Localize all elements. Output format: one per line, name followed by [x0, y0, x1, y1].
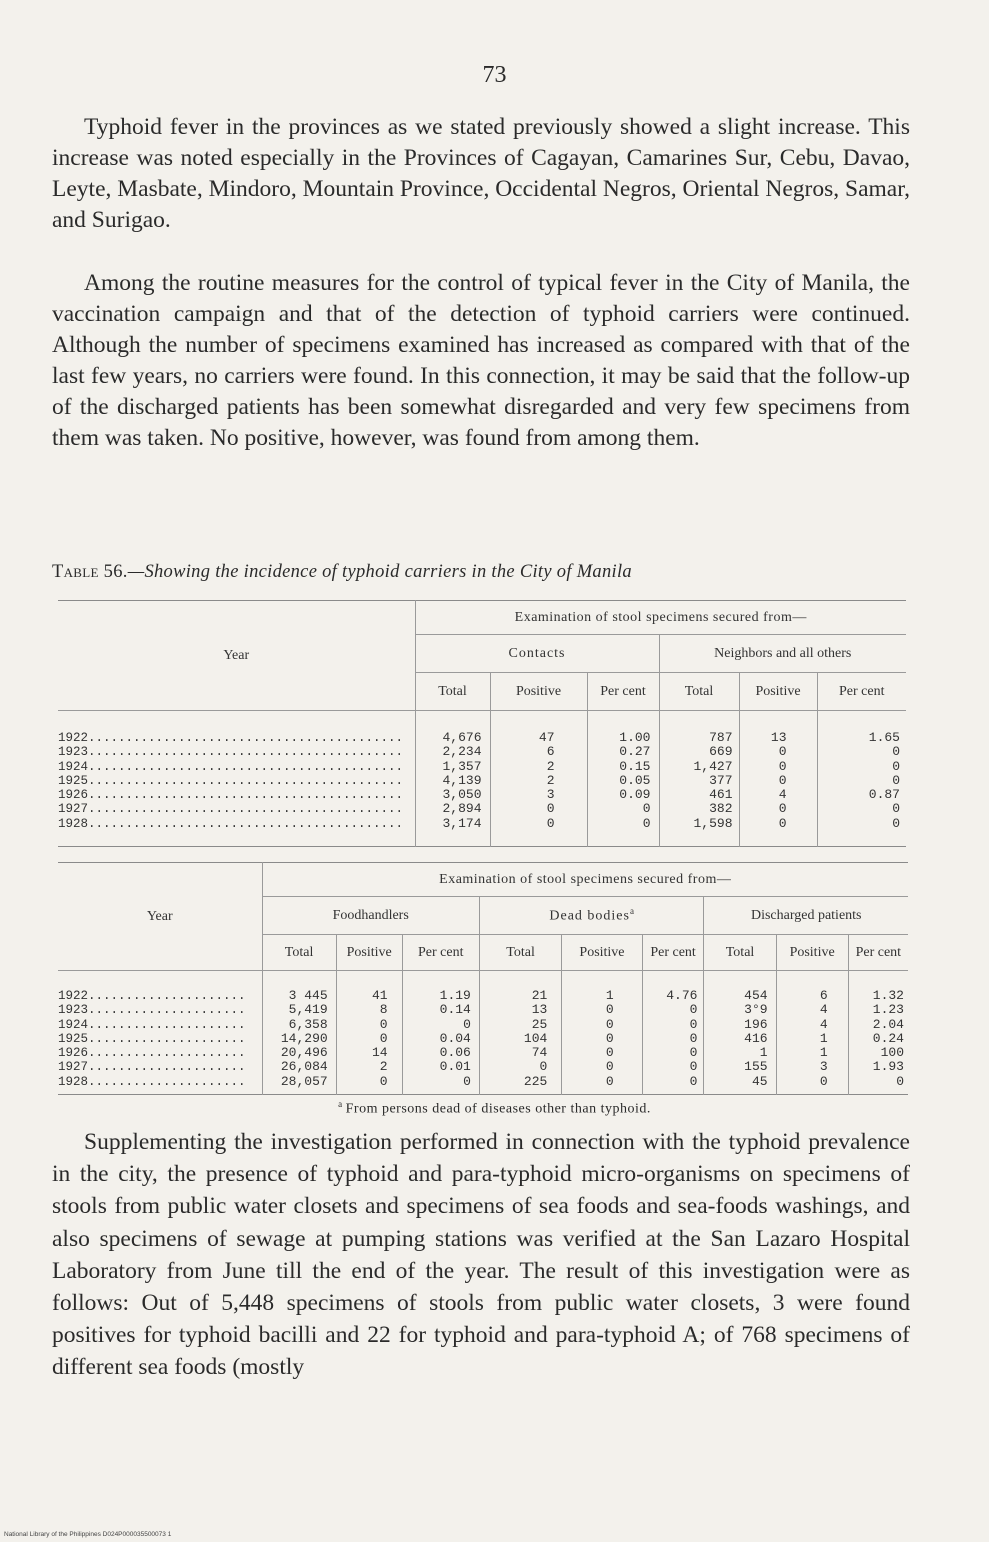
percent-column: [587, 711, 659, 847]
table-cell: 0.06: [439, 1045, 471, 1061]
table-cell: 0: [689, 1045, 698, 1061]
table-caption: [52, 562, 910, 583]
archive-side-note: National Library of the Philippines D024P000035500073 1: [4, 1531, 172, 1538]
table-cell: 0: [379, 1030, 388, 1046]
table-cell: 3 445: [288, 988, 328, 1003]
subgroup-neighbors: Neighbors and all others: [659, 635, 906, 673]
table-cell: 2,234: [442, 744, 482, 760]
table-cell: 416: [744, 1030, 768, 1046]
table-cell: 2: [546, 758, 555, 774]
col-header: Total: [262, 935, 336, 971]
table-cell: 196: [744, 1016, 768, 1032]
total-column: [479, 971, 561, 1095]
col-header: Total: [415, 673, 490, 711]
table-cell: 104: [523, 1030, 548, 1046]
table-cell: 4: [819, 1002, 828, 1018]
table-cell: 1,357: [442, 758, 482, 774]
percent-column: [402, 971, 479, 1095]
col-header: Total: [479, 935, 561, 971]
positive-column: [562, 971, 642, 1095]
footnote-mark: a: [629, 906, 634, 917]
table-cell: 155: [744, 1059, 768, 1075]
subgroup-dead-bodies: [479, 897, 704, 935]
group-header: Examination of stool specimens secured from—: [415, 601, 906, 635]
year-cell: 1923.....................: [58, 1003, 246, 1018]
table-cell: 0.24: [872, 1030, 904, 1046]
table-cell: 0: [892, 801, 900, 817]
year-cell: 1928..........................................: [58, 816, 404, 831]
table-cell: 1,427: [693, 758, 733, 774]
table-cell: 0: [689, 1030, 698, 1046]
table-cell: 0: [892, 815, 900, 831]
table-cell: 1.23: [872, 1002, 904, 1018]
table-cell: 3,174: [442, 815, 482, 831]
col-header: Positive: [739, 673, 817, 711]
table-cell: 25: [531, 1016, 548, 1032]
table-cell: 0: [546, 801, 555, 817]
table-cell: 1.32: [872, 988, 904, 1003]
col-header: Total: [659, 673, 739, 711]
col-header: Per cent: [817, 673, 906, 711]
table-cell: 2: [546, 772, 555, 788]
col-header: Per cent: [402, 935, 479, 971]
table-cell: 0: [778, 772, 787, 788]
year-cell: 1923..........................................: [58, 745, 404, 760]
table-cell: 1.19: [439, 988, 471, 1003]
table-cell: 0: [896, 1073, 904, 1089]
page-number: 73: [482, 62, 507, 88]
table-cell: 2,894: [442, 801, 482, 817]
table-cell: 0: [379, 1016, 388, 1032]
positive-column: [336, 971, 402, 1095]
year-column: [58, 711, 415, 847]
footnote-mark: a: [338, 1099, 343, 1109]
table-cell: 1,598: [693, 815, 733, 831]
table-cell: 6,358: [288, 1016, 328, 1032]
table-cell: 6: [819, 988, 828, 1003]
table-cell: 377: [709, 772, 733, 788]
footnote: [0, 1099, 989, 1118]
paragraph-2-text: Among the routine measures for the control of typical fever in the City of Manila, the vaccination campaign and that of the detection of typhoid carriers were continued. Although the number of specimens examined has increased as compared with that of the last few years, no carriers were found. In this connection, it may be said that the follow-up of the discharged patients has been somewhat disregarded and very few specimens from them was taken. No positive, however, was found from among them.: [52, 270, 910, 451]
subgroup-discharged: Discharged patients: [704, 897, 908, 935]
table-cell: 2.04: [872, 1016, 904, 1032]
table-cell: 0.04: [439, 1030, 471, 1046]
table-cell: 382: [709, 801, 733, 817]
table-cell: 1.65: [868, 730, 900, 745]
col-header: Per cent: [587, 673, 659, 711]
col-header: Positive: [336, 935, 402, 971]
year-cell: 1924..........................................: [58, 759, 404, 774]
table-cell: 41: [372, 988, 388, 1003]
table-cell: 45: [751, 1073, 768, 1089]
table-cell: 21: [531, 988, 548, 1003]
table-cell: 74: [531, 1045, 548, 1061]
table-cell: 0: [892, 744, 900, 760]
table-cell: 26,084: [280, 1059, 328, 1075]
table-cell: 0: [689, 1073, 698, 1089]
table-cell: 4,676: [442, 730, 482, 745]
carriers-table-contacts: [58, 600, 906, 847]
table-cell: 0: [642, 815, 651, 831]
table-cell: 0: [778, 815, 787, 831]
table-cell: 0.15: [619, 758, 651, 774]
subgroup-dead-bodies-label: Dead bodies: [549, 908, 630, 924]
table-cell: 0: [778, 758, 787, 774]
carriers-table-others: [58, 862, 908, 1095]
year-cell: 1922..........................................: [58, 731, 404, 745]
table-cell: 1: [605, 988, 614, 1003]
table-cell: 1.00: [619, 730, 651, 745]
table-cell: 0: [539, 1059, 548, 1075]
table-cell: 13: [531, 1002, 548, 1018]
year-header: Year: [58, 863, 262, 971]
subgroup-foodhandlers: Foodhandlers: [262, 897, 479, 935]
table-cell: 0: [463, 1016, 471, 1032]
table-cell: 28,057: [280, 1073, 328, 1089]
table-cell: 4: [778, 787, 787, 803]
table-cell: 1: [819, 1030, 828, 1046]
table-cell: 8: [379, 1002, 388, 1018]
percent-column: [642, 971, 704, 1095]
subgroup-contacts: Contacts: [415, 635, 659, 673]
table-cell: 0.05: [619, 772, 651, 788]
table-body: [58, 971, 908, 1095]
col-header: Positive: [776, 935, 848, 971]
table-cell: 5,419: [288, 1002, 328, 1018]
positive-column: [776, 971, 848, 1095]
total-column: [704, 971, 776, 1095]
col-header: Positive: [562, 935, 642, 971]
table-cell: 0: [778, 744, 787, 760]
table-cell: 0.87: [868, 787, 900, 803]
col-header: Per cent: [848, 935, 908, 971]
table-cell: 13: [770, 730, 787, 745]
table-cell: 3: [819, 1059, 828, 1075]
paragraph-3-text: Supplementing the investigation performed in connection with the typhoid prevalence in the city, the presence of typhoid and para-typhoid micro-organisms on specimens of stools from public water closets and specimens of sea foods and sea-foods washings, and also specimens of sewage at pumping stations was verified at the San Lazaro Hospital Laboratory from June till the end of the year. The result of this investigation were as follows: Out of 5,448 specimens of stools from public water closets, 3 were found positives for typhoid bacilli and 22 for typhoid and para-typhoid A; of 768 specimens of different sea foods (mostly: [52, 1129, 910, 1381]
table-cell: 0: [689, 1002, 698, 1018]
table-cell: 0: [892, 772, 900, 788]
table-cell: 0: [605, 1002, 614, 1018]
table-cell: 6: [546, 744, 555, 760]
table-cell: 669: [709, 744, 733, 760]
table-cell: 0: [892, 758, 900, 774]
positive-column: [490, 711, 587, 847]
year-cell: 1927..........................................: [58, 802, 404, 817]
year-header: Year: [58, 601, 415, 711]
table-cell: 0: [642, 801, 651, 817]
paragraph-1-text: Typhoid fever in the provinces as we stated previously showed a slight increase. This increase was noted especially in the Provinces of Cagayan, Camarines Sur, Cebu, Davao, Leyte, Masbate, Mindoro, Mountain Province, Occidental Negros, Oriental Negros, Samar, and Surigao.: [52, 114, 910, 233]
table-cell: 1: [759, 1045, 768, 1061]
table-cell: 0: [819, 1073, 828, 1089]
table-caption-title: —Showing the incidence of typhoid carriers in the City of Manila: [127, 562, 632, 582]
table-cell: 0.27: [619, 744, 651, 760]
footnote-text: From persons dead of diseases other than typhoid.: [345, 1101, 651, 1117]
positive-column: [739, 711, 817, 847]
paragraph-1: [52, 112, 910, 236]
year-cell: 1925.....................: [58, 1031, 246, 1046]
col-header: Total: [704, 935, 776, 971]
paragraph-3: [52, 1126, 910, 1384]
year-cell: 1925..........................................: [58, 773, 404, 788]
table-cell: 0.09: [619, 787, 651, 803]
table-cell: 14,290: [280, 1030, 328, 1046]
percent-column: [817, 711, 906, 847]
table-cell: 0: [379, 1073, 388, 1089]
year-cell: 1926.....................: [58, 1046, 246, 1061]
table-cell: 47: [538, 730, 555, 745]
table-cell: 0: [778, 801, 787, 817]
table-cell: 20,496: [280, 1045, 328, 1061]
table-cell: 4: [819, 1016, 828, 1032]
total-column: [262, 971, 336, 1095]
total-column: [659, 711, 739, 847]
paragraph-2: [52, 268, 910, 454]
year-cell: 1926..........................................: [58, 788, 404, 803]
year-column: [58, 971, 262, 1095]
group-header: Examination of stool specimens secured from—: [262, 863, 908, 897]
table-cell: 3: [546, 787, 555, 803]
table-cell: 787: [709, 730, 733, 745]
col-header: Positive: [490, 673, 587, 711]
table-cell: 0: [605, 1059, 614, 1075]
col-header: Per cent: [642, 935, 704, 971]
total-column: [415, 711, 490, 847]
table-cell: 3,050: [442, 787, 482, 803]
year-cell: 1924.....................: [58, 1017, 246, 1032]
table-cell: 1: [819, 1045, 828, 1061]
table-cell: 4,139: [442, 772, 482, 788]
table-cell: 0: [546, 815, 555, 831]
table-cell: 0: [605, 1030, 614, 1046]
table-cell: 0.01: [439, 1059, 471, 1075]
table-cell: 100: [880, 1045, 904, 1061]
table-cell: 0: [689, 1059, 698, 1075]
table-cell: 2: [379, 1059, 388, 1075]
table-cell: 3°9: [744, 1002, 768, 1018]
table-cell: 0.14: [439, 1002, 471, 1018]
table-cell: 0: [463, 1073, 471, 1089]
table-body: [58, 711, 906, 847]
table-cell: 0: [605, 1016, 614, 1032]
year-cell: 1922.....................: [58, 989, 246, 1003]
table-cell: 4.76: [666, 988, 698, 1003]
year-cell: 1928.....................: [58, 1074, 246, 1089]
table-cell: 14: [372, 1045, 388, 1061]
table-cell: 1.93: [872, 1059, 904, 1075]
table-cell: 225: [523, 1073, 548, 1089]
table-cell: 461: [709, 787, 733, 803]
percent-column: [848, 971, 908, 1095]
table-cell: 0: [689, 1016, 698, 1032]
table-cell: 454: [744, 988, 768, 1003]
table-caption-label: Table 56.: [52, 562, 128, 582]
year-cell: 1927.....................: [58, 1060, 246, 1075]
table-cell: 0: [605, 1073, 614, 1089]
table-cell: 0: [605, 1045, 614, 1061]
